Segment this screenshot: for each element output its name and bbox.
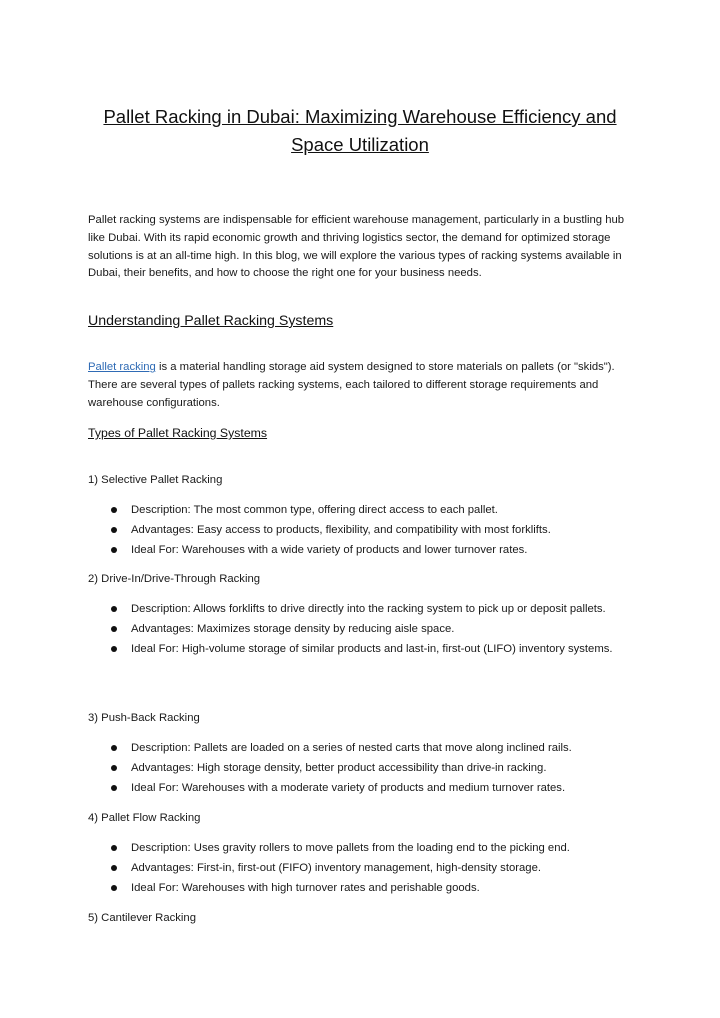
bullet-icon — [111, 845, 117, 851]
bullet-icon — [111, 626, 117, 632]
bullet-icon — [111, 785, 117, 791]
bullet-icon — [111, 606, 117, 612]
list-item: Advantages: First-in, first-out (FIFO) inventory management, high-density storage. — [88, 858, 636, 878]
type-4-label: 4) Pallet Flow Racking — [88, 812, 201, 824]
bullet-icon — [111, 547, 117, 553]
type-3-label: 3) Push-Back Racking — [88, 712, 200, 724]
bullet-icon — [111, 765, 117, 771]
type-4-list — [88, 838, 636, 898]
pallet-racking-link[interactable]: Pallet racking — [88, 361, 156, 373]
type-2-list — [88, 599, 636, 659]
list-item: Advantages: High storage density, better product accessibility than drive-in racking. — [88, 758, 636, 778]
list-item: Ideal For: Warehouses with high turnover rates and perishable goods. — [88, 878, 636, 898]
type-3-list — [88, 738, 636, 798]
list-item: Description: Uses gravity rollers to move pallets from the loading end to the picking end. — [88, 838, 636, 858]
list-item: Ideal For: Warehouses with a moderate variety of products and medium turnover rates. — [88, 778, 636, 798]
type-5-label: 5) Cantilever Racking — [88, 912, 196, 924]
section-paragraph-understanding — [88, 359, 636, 412]
type-2-label: 2) Drive-In/Drive-Through Racking — [88, 573, 261, 585]
list-item: Ideal For: High-volume storage of similar products and last-in, first-out (LIFO) inventory systems. — [88, 639, 636, 659]
bullet-icon — [111, 527, 117, 533]
bullet-icon — [111, 745, 117, 751]
bullet-icon — [111, 885, 117, 891]
type-1-list — [88, 500, 636, 560]
bullet-icon — [111, 646, 117, 652]
section-heading-types: Types of Pallet Racking Systems — [88, 426, 268, 440]
list-item: Description: The most common type, offering direct access to each pallet. — [88, 500, 636, 520]
type-1-label: 1) Selective Pallet Racking — [88, 474, 223, 486]
bullet-icon — [111, 507, 117, 513]
page-title: Pallet Racking in Dubai: Maximizing Warehouse Efficiency and Space Utilization — [103, 106, 617, 155]
list-item: Ideal For: Warehouses with a wide variety of products and lower turnover rates. — [88, 540, 636, 560]
section-paragraph-text: is a material handling storage aid system designed to store materials on pallets (or "skids"). There are several types of pallets racking systems, each tailored to different storage requirements and warehouse configurations. — [88, 361, 615, 409]
intro-paragraph: Pallet racking systems are indispensable for efficient warehouse management, particularly in a bustling hub like Dubai. With its rapid economic growth and thriving logistics sector, the demand for optimized storage solutions is at an all-time high. In this blog, we will explore the various types of racking systems available in Dubai, their benefits, and how to choose the right one for your business needs. — [88, 214, 625, 280]
list-item: Description: Pallets are loaded on a series of nested carts that move along inclined rails. — [88, 738, 636, 758]
list-item: Description: Allows forklifts to drive directly into the racking system to pick up or deposit pallets. — [88, 599, 636, 619]
bullet-icon — [111, 865, 117, 871]
section-heading-understanding: Understanding Pallet Racking Systems — [88, 313, 334, 329]
list-item: Advantages: Maximizes storage density by reducing aisle space. — [88, 619, 636, 639]
list-item: Advantages: Easy access to products, flexibility, and compatibility with most forklifts. — [88, 520, 636, 540]
